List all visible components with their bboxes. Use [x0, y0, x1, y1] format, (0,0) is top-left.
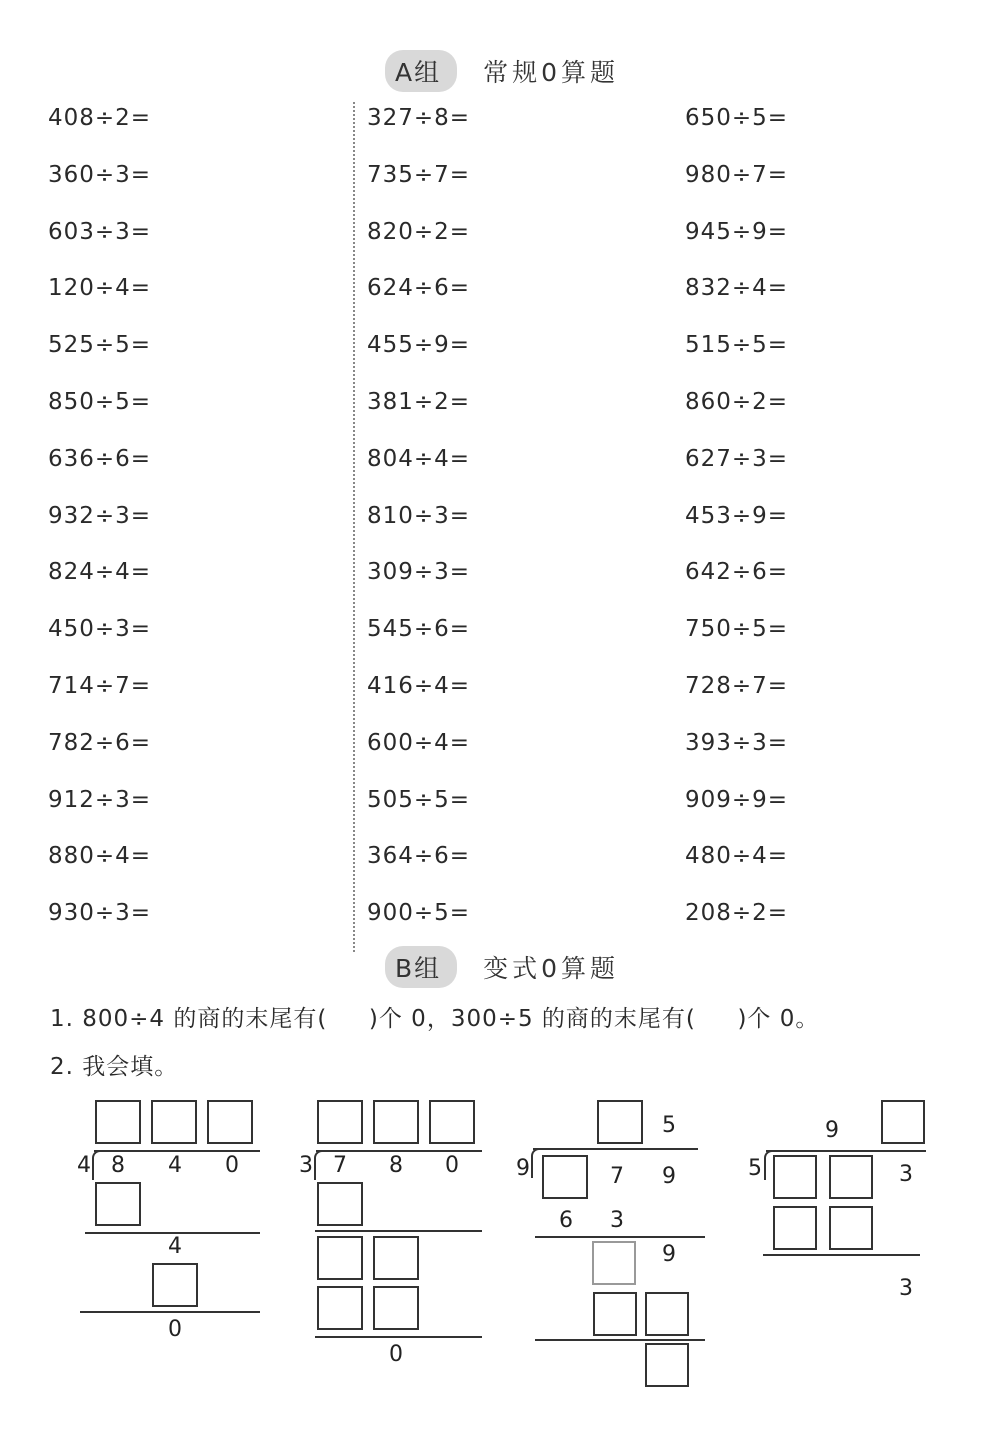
quotient-digit: 5 [662, 1113, 676, 1138]
section-b-title [385, 946, 619, 988]
dividend-digit: 0 [445, 1153, 459, 1178]
problem: 750÷5= [685, 616, 789, 643]
problem: 453÷9= [685, 502, 789, 529]
problem: 515÷5= [685, 332, 789, 359]
problem: 810÷3= [367, 502, 471, 529]
remainder: 0 [389, 1342, 403, 1367]
answer-box[interactable] [317, 1182, 363, 1226]
problem: 603÷3= [48, 218, 152, 245]
problem-column-3 [685, 100, 788, 952]
dividend-digit: 0 [225, 1153, 239, 1178]
group-b-badge: B组 [385, 946, 457, 988]
dividend-digit: 7 [333, 1153, 347, 1178]
division-bar [766, 1150, 926, 1152]
remainder-box[interactable] [645, 1343, 689, 1387]
problem: 909÷9= [685, 786, 789, 813]
problem: 912÷3= [48, 786, 152, 813]
problem: 735÷7= [367, 161, 471, 188]
problem-column-2 [367, 100, 470, 952]
divisor: 4 [77, 1153, 91, 1178]
problem: 860÷2= [685, 388, 789, 415]
problem: 120÷4= [48, 275, 152, 302]
group-a-badge: A组 [385, 50, 457, 92]
dividend-digit: 3 [899, 1162, 913, 1187]
question-2: 2. 我会填。 [50, 1054, 179, 1080]
problem-column-1 [48, 100, 151, 952]
problem: 408÷2= [48, 105, 152, 131]
remainder: 0 [168, 1317, 182, 1342]
division-bracket [92, 1150, 100, 1180]
dividend-box[interactable] [829, 1155, 873, 1199]
answer-box[interactable] [593, 1292, 637, 1336]
division-bracket [531, 1148, 539, 1178]
quotient-box[interactable] [151, 1100, 197, 1144]
problem: 208÷2= [685, 900, 789, 927]
quotient-box[interactable] [373, 1100, 419, 1144]
dividend-digit: 9 [662, 1164, 676, 1189]
answer-box[interactable] [829, 1206, 873, 1250]
dividend-digit: 8 [389, 1153, 403, 1178]
column-divider [353, 102, 355, 952]
division-bar [533, 1148, 698, 1150]
quotient-box[interactable] [597, 1100, 643, 1144]
answer-box[interactable] [152, 1263, 198, 1307]
problem: 455÷9= [367, 332, 471, 359]
quotient-box[interactable] [207, 1100, 253, 1144]
problem: 642÷6= [685, 559, 789, 586]
answer-box[interactable] [373, 1286, 419, 1330]
dividend-digit: 8 [111, 1153, 125, 1178]
problem: 930÷3= [48, 900, 152, 927]
problem: 832÷4= [685, 275, 789, 302]
answer-box[interactable] [317, 1286, 363, 1330]
subtraction-line [763, 1254, 920, 1256]
answer-box[interactable] [773, 1206, 817, 1250]
problem: 714÷7= [48, 672, 152, 699]
problem: 980÷7= [685, 161, 789, 188]
problem: 327÷8= [367, 105, 471, 131]
answer-box[interactable] [317, 1236, 363, 1280]
problem: 824÷4= [48, 559, 152, 586]
subtraction-line [315, 1336, 482, 1338]
problem: 624÷6= [367, 275, 471, 302]
problem: 450÷3= [48, 616, 152, 643]
subtraction-line [80, 1311, 260, 1313]
problem: 309÷3= [367, 559, 471, 586]
problem: 650÷5= [685, 105, 789, 131]
problem: 627÷3= [685, 445, 789, 472]
section-b-heading: 变式0算题 [483, 954, 620, 983]
division-bar [94, 1150, 260, 1152]
section-a-heading: 常规0算题 [483, 58, 620, 87]
remainder: 3 [899, 1276, 913, 1301]
problem: 480÷4= [685, 843, 789, 870]
problem: 728÷7= [685, 672, 789, 699]
problem: 782÷6= [48, 729, 152, 756]
product-digit: 3 [610, 1208, 624, 1233]
problem: 545÷6= [367, 616, 471, 643]
division-bar [316, 1150, 482, 1152]
carried-digit: 9 [662, 1242, 676, 1267]
problem: 416÷4= [367, 672, 471, 699]
problem: 820÷2= [367, 218, 471, 245]
answer-box[interactable] [592, 1241, 636, 1285]
problem: 505÷5= [367, 786, 471, 813]
quotient-box[interactable] [317, 1100, 363, 1144]
question-1: 1. 800÷4 的商的末尾有( )个 0，300÷5 的商的末尾有( )个 0。 [50, 1006, 820, 1032]
dividend-box[interactable] [773, 1155, 817, 1199]
quotient-box[interactable] [881, 1100, 925, 1144]
answer-box[interactable] [645, 1292, 689, 1336]
divisor: 9 [516, 1156, 530, 1181]
problem: 364÷6= [367, 843, 471, 870]
problem: 804÷4= [367, 445, 471, 472]
section-a-title [385, 50, 619, 92]
product-digit: 6 [559, 1208, 573, 1233]
problem: 850÷5= [48, 388, 152, 415]
dividend-digit: 4 [168, 1153, 182, 1178]
problem: 525÷5= [48, 332, 152, 359]
problem: 636÷6= [48, 445, 152, 472]
problem: 360÷3= [48, 161, 152, 188]
problem: 381÷2= [367, 388, 471, 415]
carried-digit: 4 [168, 1234, 182, 1259]
problem: 600÷4= [367, 729, 471, 756]
answer-box[interactable] [95, 1182, 141, 1226]
problem: 393÷3= [685, 729, 789, 756]
division-bracket [314, 1150, 322, 1180]
dividend-box[interactable] [542, 1155, 588, 1199]
quotient-digit: 9 [825, 1118, 839, 1143]
division-bracket [764, 1150, 772, 1180]
dividend-digit: 7 [610, 1164, 624, 1189]
quotient-box[interactable] [429, 1100, 475, 1144]
quotient-box[interactable] [95, 1100, 141, 1144]
problem: 932÷3= [48, 502, 152, 529]
answer-box[interactable] [373, 1236, 419, 1280]
subtraction-line [535, 1236, 705, 1238]
subtraction-line [315, 1230, 482, 1232]
problem: 880÷4= [48, 843, 152, 870]
problem: 900÷5= [367, 900, 471, 927]
problem: 945÷9= [685, 218, 789, 245]
divisor: 3 [299, 1153, 313, 1178]
divisor: 5 [748, 1156, 762, 1181]
subtraction-line [535, 1339, 705, 1341]
